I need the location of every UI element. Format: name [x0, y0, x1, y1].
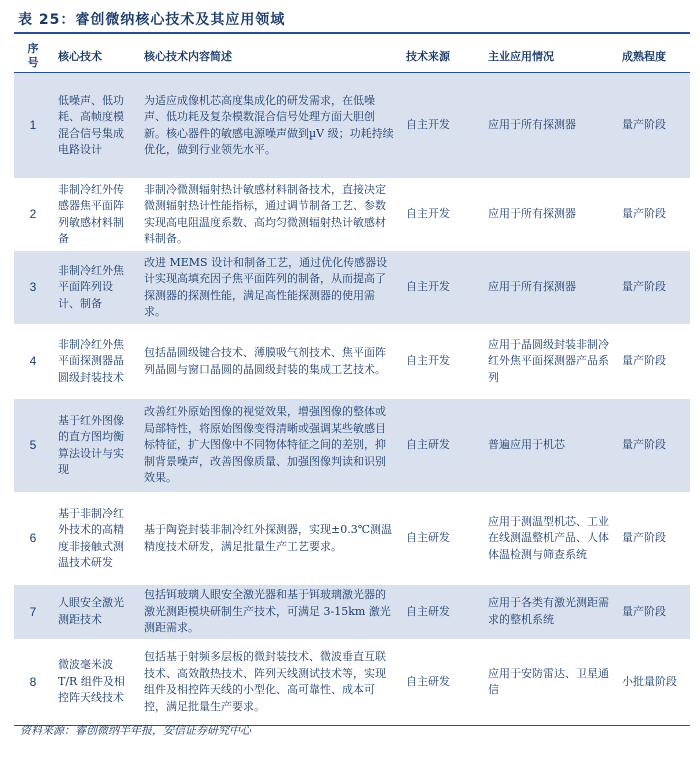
- row-maturity: 小批量阶段: [616, 639, 690, 725]
- row-app: 应用于各类有激光测距需求的整机系统: [482, 585, 616, 640]
- row-num: 1: [14, 73, 52, 179]
- table-row: [14, 493, 690, 585]
- row-num: 4: [14, 325, 52, 399]
- core-technology-table: [14, 40, 690, 726]
- row-core: 非制冷红外传感器焦平面阵列敏感材料制备: [52, 179, 138, 251]
- row-maturity: 量产阶段: [616, 73, 690, 179]
- row-maturity: 量产阶段: [616, 585, 690, 640]
- row-desc: 包括晶圆级键合技术、薄膜吸气剂技术、焦平面阵列晶圆与窗口晶圆的晶圆级封装的集成工艺技术。: [138, 325, 400, 399]
- row-maturity: 量产阶段: [616, 251, 690, 325]
- table-row: [14, 399, 690, 493]
- header-maturity: 成熟程度: [616, 40, 690, 73]
- table-row: [14, 73, 690, 179]
- row-source: 自主研发: [400, 399, 482, 493]
- table-row: [14, 639, 690, 725]
- row-source: 自主开发: [400, 73, 482, 179]
- row-core: 微波毫米波 T/R 组件及相控阵天线技术: [52, 639, 138, 725]
- table-title: 表 25：睿创微纳核心技术及其应用领域: [18, 12, 286, 28]
- table-row: [14, 179, 690, 251]
- row-desc: 改善红外原始图像的视觉效果，增强图像的整体或局部特性，将原始图像变得清晰或强调某些敏感目标特征，扩大图像中不同物体特征之间的差别，抑制背景噪声，改善图像质量、加强图像判读和识别效果。: [138, 399, 400, 493]
- row-source: 自主研发: [400, 493, 482, 585]
- row-source: 自主研发: [400, 639, 482, 725]
- row-maturity: 量产阶段: [616, 325, 690, 399]
- row-app: 应用于晶圆级封装非制冷红外焦平面探测器产品系列: [482, 325, 616, 399]
- source-footnote: 资料来源：睿创微纳半年报，安信证券研究中心: [20, 724, 251, 737]
- row-num: 6: [14, 493, 52, 585]
- row-num: 3: [14, 251, 52, 325]
- row-maturity: 量产阶段: [616, 493, 690, 585]
- row-core: 基于红外图像的直方图均衡算法设计与实现: [52, 399, 138, 493]
- header-core: 核心技术: [52, 40, 138, 73]
- row-app: 应用于所有探测器: [482, 179, 616, 251]
- row-app: 应用于安防雷达、卫星通信: [482, 639, 616, 725]
- row-num: 5: [14, 399, 52, 493]
- title-bar: [14, 6, 690, 34]
- row-num: 2: [14, 179, 52, 251]
- table-row: [14, 585, 690, 640]
- row-desc: 为适应成像机芯高度集成化的研发需求，在低噪声、低功耗及复杂模数混合信号处理方面大胆创新。核心器件的敏感电源噪声做到µV 级；功耗持续优化，做到行业领先水平。: [138, 73, 400, 179]
- row-source: 自主开发: [400, 251, 482, 325]
- row-app: 应用于测温型机芯、工业在线测温整机产品、人体体温检测与筛查系统: [482, 493, 616, 585]
- row-desc: 非制冷微测辐射热计敏感材料制备技术，直接决定微测辐射热计性能指标，通过调节制备工艺、参数实现高电阻温度系数、高均匀微测辐射热计敏感材料制备。: [138, 179, 400, 251]
- row-core: 非制冷红外焦平面探测器晶圆级封装技术: [52, 325, 138, 399]
- row-desc: 包括基于射频多层板的微封装技术、微波垂直互联技术、高效散热技术、阵列天线测试技术等，实现组件及相控阵天线的小型化、高可靠性、成本可控，满足批量生产要求。: [138, 639, 400, 725]
- row-source: 自主开发: [400, 325, 482, 399]
- row-core: 人眼安全激光测距技术: [52, 585, 138, 640]
- row-maturity: 量产阶段: [616, 179, 690, 251]
- header-row: [14, 40, 690, 73]
- row-desc: 基于陶瓷封装非制冷红外探测器，实现±0.3℃测温精度技术研发，满足批量生产工艺要求。: [138, 493, 400, 585]
- table-row: [14, 325, 690, 399]
- header-num: 序 号: [14, 40, 52, 73]
- row-desc: 包括铒玻璃人眼安全激光器和基于铒玻璃激光器的激光测距模块研制生产技术，可满足 3-15km 激光测距需求。: [138, 585, 400, 640]
- row-source: 自主研发: [400, 585, 482, 640]
- header-desc: 核心技术内容简述: [138, 40, 400, 73]
- row-app: 应用于所有探测器: [482, 251, 616, 325]
- row-num: 7: [14, 585, 52, 640]
- header-source: 技术来源: [400, 40, 482, 73]
- row-desc: 改进 MEMS 设计和制备工艺，通过优化传感器设计实现高填充因子焦平面阵列的制备，从而提高了探测器的探测性能，满足高性能探测器的使用需求。: [138, 251, 400, 325]
- row-app: 应用于所有探测器: [482, 73, 616, 179]
- row-num: 8: [14, 639, 52, 725]
- row-app: 普遍应用于机芯: [482, 399, 616, 493]
- row-core: 低噪声、低功耗、高帧度模混合信号集成电路设计: [52, 73, 138, 179]
- row-source: 自主开发: [400, 179, 482, 251]
- row-core: 非制冷红外焦平面阵列设计、制备: [52, 251, 138, 325]
- header-app: 主业应用情况: [482, 40, 616, 73]
- table-row: [14, 251, 690, 325]
- row-core: 基于非制冷红外技术的高精度非接触式测温技术研发: [52, 493, 138, 585]
- row-maturity: 量产阶段: [616, 399, 690, 493]
